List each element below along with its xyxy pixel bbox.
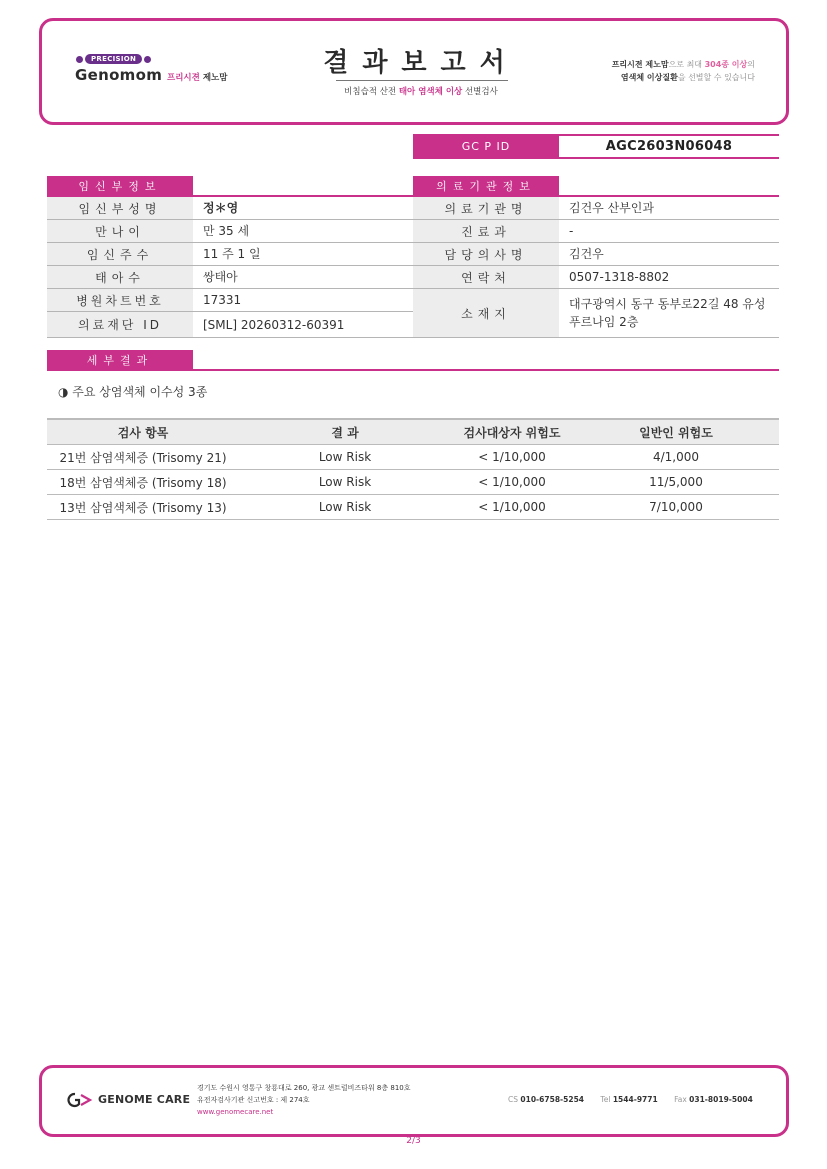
page-subtitle: 비침습적 산전 태아 염색체 이상 선별검사	[344, 87, 498, 97]
cell-test: 21번 삼염색체증 (Trisomy 21)	[47, 445, 239, 470]
page-title: 결과보고서	[323, 48, 519, 78]
details-section-title: 세부결과	[47, 350, 193, 369]
details-section-header	[47, 350, 779, 371]
table-row	[47, 445, 779, 470]
row-label: 의료재단 ID	[47, 312, 193, 337]
institution-row	[413, 220, 779, 243]
row-value: 11 주 1 일	[203, 247, 261, 261]
row-value: [SML] 20260312-60391	[203, 317, 345, 332]
row-value: 만 35 세	[203, 224, 250, 238]
row-label: 의료기관명	[413, 197, 559, 219]
col-header: 검사대상자 위험도	[451, 419, 573, 445]
patient-row	[47, 289, 413, 312]
institution-row	[413, 243, 779, 266]
institution-section-title: 의료기관정보	[413, 176, 559, 195]
brand-subname: 프리시젼 제노맘	[167, 73, 228, 83]
row-value: 김건우 산부인과	[569, 201, 654, 215]
cell-test: 13번 삼염색체증 (Trisomy 13)	[47, 495, 239, 520]
results-table	[47, 418, 779, 520]
row-value: 대구광역시 동구 동부로22길 48 유성 푸르나임 2층	[569, 297, 766, 329]
details-bullet: ◑ 주요 상염색체 이수성 3종	[58, 385, 208, 399]
row-value: 17331	[203, 293, 242, 307]
patient-row	[47, 220, 413, 243]
row-value: 김건우	[569, 247, 604, 261]
cell-general-risk: 7/10,000	[573, 495, 779, 520]
patient-row	[47, 197, 413, 220]
row-value: -	[569, 224, 574, 238]
row-label: 태아수	[47, 266, 193, 288]
cell-result: Low Risk	[239, 495, 451, 520]
patient-section-title: 임신부정보	[47, 176, 193, 195]
gc-pid-box	[413, 134, 779, 159]
institution-row	[413, 197, 779, 220]
cell-test: 18번 삼염색체증 (Trisomy 18)	[47, 470, 239, 495]
precision-label: PRECISION	[85, 54, 142, 64]
row-label: 담당의사명	[413, 243, 559, 265]
patient-section-header	[47, 176, 413, 197]
row-label: 소재지	[413, 289, 559, 337]
row-value: 정＊영	[203, 201, 239, 215]
footer-brand: GENOME CARE	[98, 1093, 191, 1106]
col-header: 일반인 위험도	[573, 419, 779, 445]
patient-row	[47, 312, 413, 338]
table-row	[47, 470, 779, 495]
row-label: 연락처	[413, 266, 559, 288]
page-number: 2/3	[406, 1136, 421, 1146]
institution-row	[413, 266, 779, 289]
footer-address: 경기도 수원시 영통구 창룡대로 260, 광교 센트럴비즈타워 8층 810호 유전자검사기관 신고번호 : 제 274호 www.genomecare.net	[197, 1084, 411, 1116]
row-value: 쌍태아	[203, 270, 238, 284]
gc-pid-label: GC P ID	[413, 136, 559, 157]
row-value: 0507-1318-8802	[569, 270, 670, 284]
promo-text: 프리시젼 제노맘으로 최대 304종 이상의 염색체 이상질환을 선별할 수 있습니다	[611, 60, 755, 82]
col-header: 검사 항목	[47, 419, 239, 445]
row-label: 만나이	[47, 220, 193, 242]
footer-contacts: CS 010-6758-5254 Tel 1544-9771 Fax 031-8019-5004	[508, 1095, 753, 1104]
patient-row	[47, 266, 413, 289]
institution-row	[413, 289, 779, 338]
cell-general-risk: 11/5,000	[573, 470, 779, 495]
cell-general-risk: 4/1,000	[573, 445, 779, 470]
dot-icon	[144, 56, 151, 63]
genome-care-logo-icon	[66, 1092, 94, 1108]
institution-section-header	[413, 176, 779, 197]
row-label: 병원차트번호	[47, 289, 193, 311]
brand-logo: Genomom	[75, 66, 163, 84]
row-label: 진료과	[413, 220, 559, 242]
gc-pid-value: AGC2603N06048	[605, 139, 733, 154]
patient-row	[47, 243, 413, 266]
dot-icon	[76, 56, 83, 63]
col-header: 결 과	[239, 419, 451, 445]
footer-url[interactable]: www.genomecare.net	[197, 1108, 274, 1116]
table-header-row	[47, 419, 779, 445]
title-underline	[336, 80, 508, 81]
cell-risk: < 1/10,000	[451, 495, 573, 520]
row-label: 임신주수	[47, 243, 193, 265]
precision-badge	[76, 54, 151, 64]
table-row	[47, 495, 779, 520]
cell-result: Low Risk	[239, 445, 451, 470]
row-label: 임신부성명	[47, 197, 193, 219]
cell-risk: < 1/10,000	[451, 470, 573, 495]
cell-risk: < 1/10,000	[451, 445, 573, 470]
cell-result: Low Risk	[239, 470, 451, 495]
